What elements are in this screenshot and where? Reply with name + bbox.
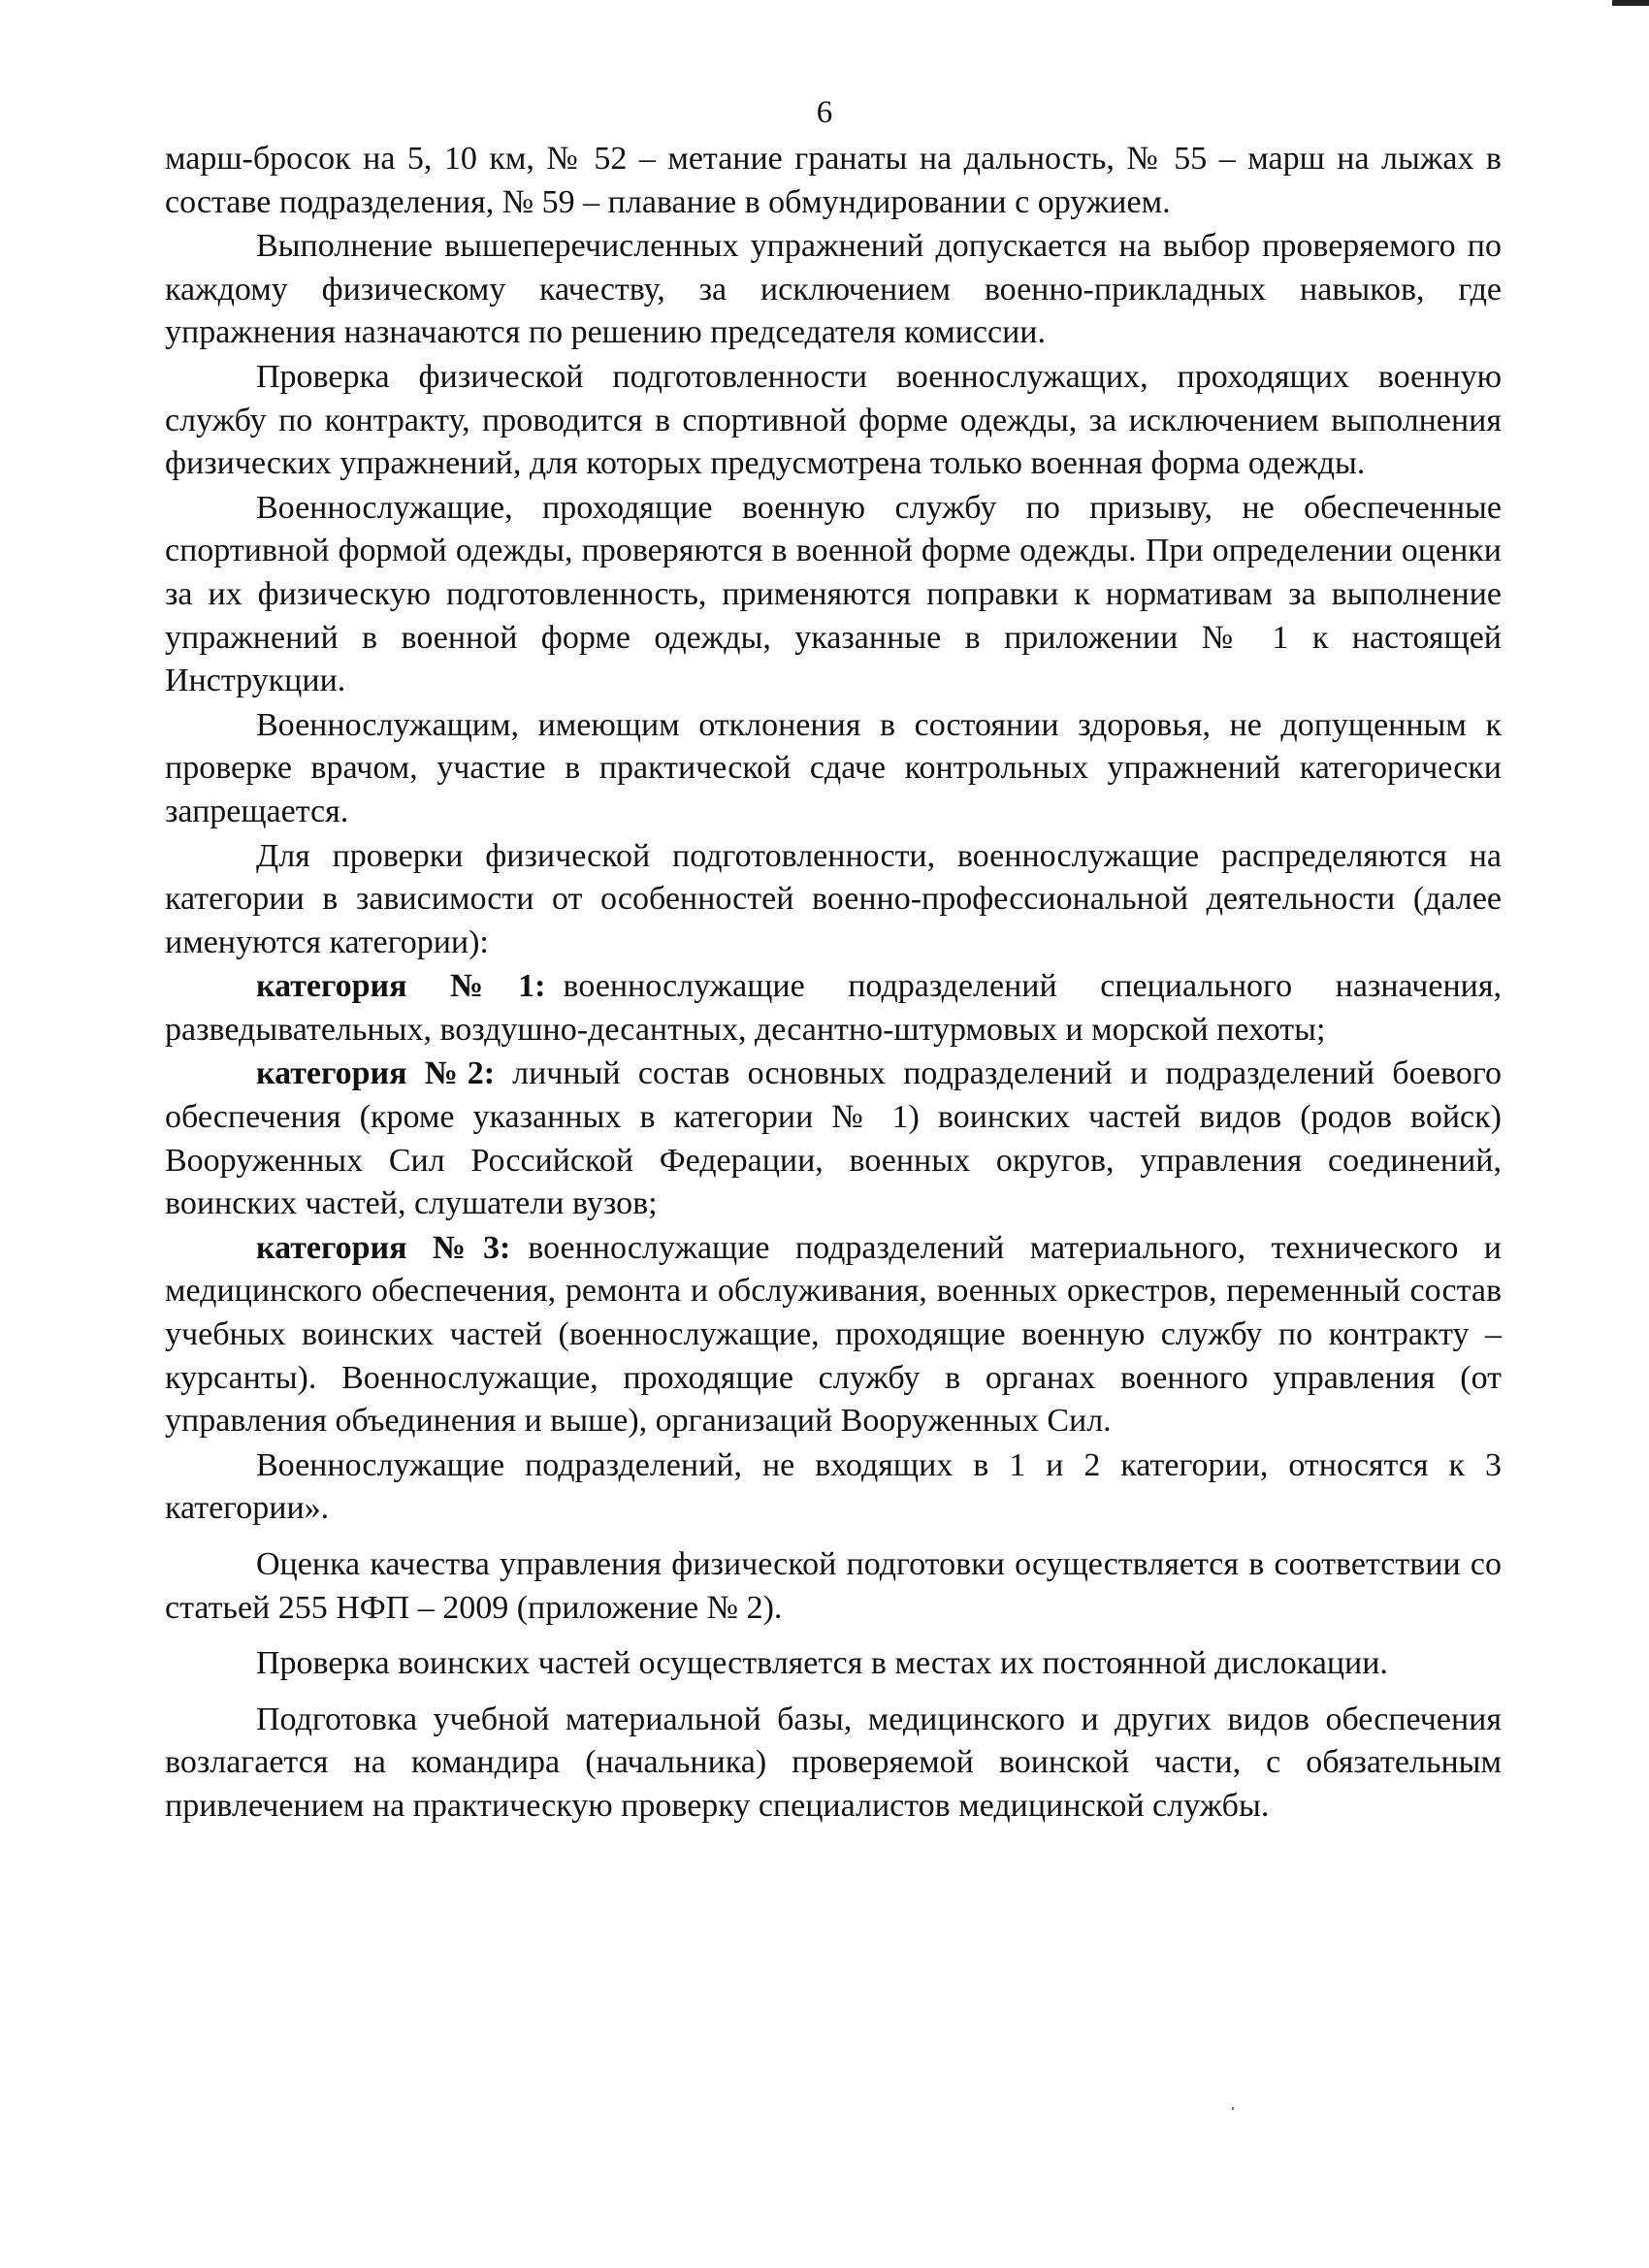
page-number: 6 [816,95,833,130]
paragraph-contract-uniform: Проверка физической подготовленности военнослужащих, проходящих военную службу по контракту, проводится в спортивной форме одежды, за исключением выполнения физических упражнений, для которых предусмотрена только военная форма одежды. [165,358,1502,482]
scan-speck [1232,2107,1234,2110]
category-3-label: категория №3: [256,1229,511,1266]
category-2-item [165,1053,1502,1225]
category-1-label: категория №1: [256,968,546,1005]
category-3-text: военнослужащие подразделений материального, технического и медицинского обеспечения, ремонта и обслуживания, военных оркестров, переменный состав учебных воинских частей (военнослужащие, проходящие военную службу по контракту – курсанты). Военнослужащие, проходящие службу в органах военного управления (от управления объединения и выше), организаций Вооруженных Сил. [165,1229,1502,1440]
category-1-text: военнослужащие подразделений специального назначения, разведывательных, воздушно-десантных, десантно-штурмовых и морской пехоты; [165,968,1503,1048]
category-1-item [165,965,1502,1052]
paragraph-categories-intro: Для проверки физической подготовленности, военнослужащие распределяются на категории в зависимости от особенностей военно-профессиональной деятельности (далее именуются категории): [165,837,1502,960]
category-3-item [165,1227,1502,1443]
category-2-label: категория №2: [256,1055,496,1092]
paragraph-exercises-continued: марш-бросок на 5, 10 км, № 52 – метание гранаты на дальность, № 55 – марш на лыжах в составе подразделения, № 59 – плавание в обмундировании с оружием. [165,141,1502,220]
scan-corner-mark [1612,0,1649,6]
paragraph-other-units: Военнослужащие подразделений, не входящих в 1 и 2 категории, относятся к 3 категории». [165,1446,1502,1527]
paragraph-location: Проверка воинских частей осуществляется в местах их постоянной дислокации. [256,1645,1388,1682]
paragraph-preparation: Подготовка учебной материальной базы, медицинского и других видов обеспечения возлагается на командира (начальника) проверяемой воинской части, с обязательным привлечением на практическую проверку специалистов медицинской службы. [165,1701,1502,1824]
paragraph-conscript-uniform: Военнослужащие, проходящие военную службу по призыву, не обеспеченные спортивной формой одежды, проверяются в военной форме одежды. При определении оценки за их физическую подготовленность, применяются поправки к нормативам за выполнение упражнений в военной форме одежды, указанные в приложении № 1 к настоящей Инструкции. [165,489,1502,699]
paragraph-health-restriction: Военнослужащим, имеющим отклонения в состоянии здоровья, не допущенным к проверке врачом, участие в практической сдаче контрольных упражнений категорически запрещается. [165,706,1502,829]
document-body [165,138,1502,1830]
paragraph-quality-assessment: Оценка качества управления физической подготовки осуществляется в соответствии со статьей 255 НФП – 2009 (приложение № 2). [165,1546,1502,1626]
category-2-text: личный состав основных подразделений и подразделений боевого обеспечения (кроме указанных в категории № 1) воинских частей видов (родов войск) Вооруженных Сил Российской Федерации, военных округов, управления соединений, воинских частей, слушатели вузов; [165,1055,1503,1222]
paragraph-exercise-choice: Выполнение вышеперечисленных упражнений допускается на выбор проверяемого по каждому физическому качеству, за исключением военно-прикладных навыков, где упражнения назначаются по решению председателя комиссии. [165,228,1502,351]
